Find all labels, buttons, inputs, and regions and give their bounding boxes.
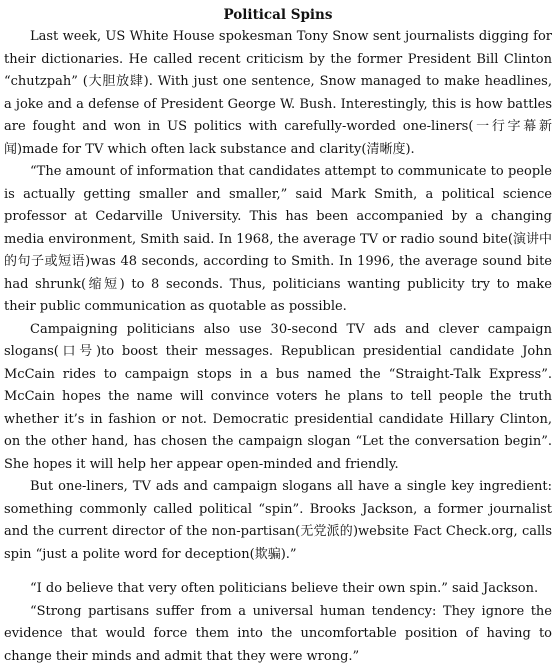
paragraph-2: “The amount of information that candidates attempt to communicate to people is actually getting smaller and smaller,” said Mark Smith, a political science professor at Cedarville University. This has been accompanied by a changing media environment, Smith said. In 1968, the average TV or radio sound bite(演讲中的句子或短语)was 48 seconds, according to Smith. In 1996, the average sound bite had shrunk(缩短) to 8 seconds. Thus, politicians wanting publicity try to make their public communication as quotable as possible.	[4, 161, 552, 319]
paragraph-5: “I do believe that very often politicians believe their own spin.” said Jackson.	[4, 578, 552, 601]
paragraph-1: Last week, US White House spokesman Tony Snow sent journalists digging for their dictionaries. He called recent criticism by the former President Bill Clinton “chutzpah” (大胆放肆). With just one sentence, Snow managed to make headlines, a joke and a defense of President George W. Bush. Interestingly, this is how battles are fought and won in US politics with carefully-worded one-liners(一行字幕新闻)made for TV which often lack substance and clarity(清晰度).	[4, 26, 552, 161]
paragraph-4: But one-liners, TV ads and campaign slogans all have a single key ingredient: something commonly called political “spin”. Brooks Jackson, a former journalist and the current director of the non-partisan(无党派的)website Fact Check.org, calls spin “just a polite word for deception(欺骗).”	[4, 476, 552, 566]
paragraph-3: Campaigning politicians also use 30-second TV ads and clever campaign slogans(口号)to boost their messages. Republican presidential candidate John McCain rides to campaign stops in a bus named the “Straight-Talk Express”. McCain hopes the name will convince voters he plans to tell people the truth whether it’s in fashion or not. Democratic presidential candidate Hillary Clinton, on the other hand, has chosen the campaign slogan “Let the conversation begin”. She hopes it will help her appear open-minded and friendly.	[4, 319, 552, 477]
paragraph-spacer	[4, 566, 552, 578]
page-title: Political Spins	[4, 4, 552, 26]
paragraph-6: “Strong partisans suffer from a universal human tendency: They ignore the evidence that would force them into the uncomfortable position of having to change their minds and admit that they were wrong.”	[4, 601, 552, 668]
